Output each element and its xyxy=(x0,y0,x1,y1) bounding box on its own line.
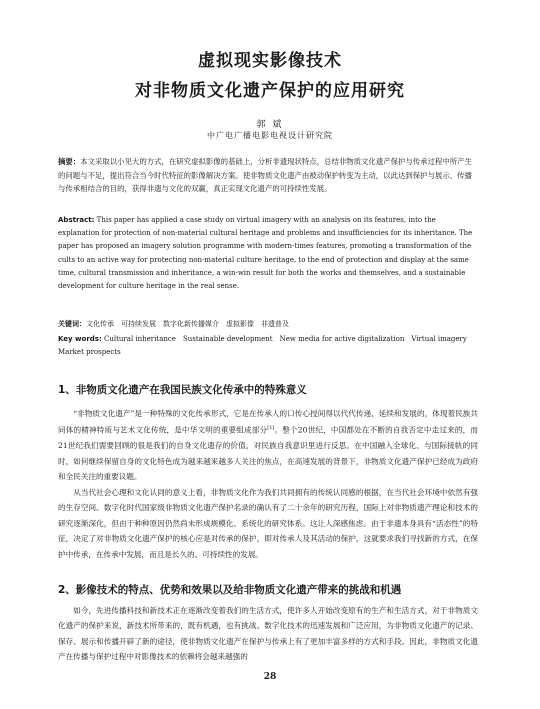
section-2-paragraph-1: 如今，先进传播科技和新技术正在逐渐改变着我们的生活方式，使许多人开始改变原有的生产和生活方式，对于非物质文化遗产的保护来说，新技术所带来的，既有机遇，也有挑战。数字化技术的迅速发展和广泛应用，为非物质文化遗产的记录、保存、展示和传播开辟了新的途径，使非物质文化遗产在保护与传承上有了更加丰富多样的方式和手段。因此，非物质文化遗产在传播与保护过程中对影像技术的依赖将会越来越强的 xyxy=(58,606,478,662)
abstract-cn-text: 本文采取以小见大的方式，在研究虚拟影像的基础上，分析非遗现状特点，总结非物质文化遗产保护与传承过程中所产生的问题与不足，提出符合当今时代特征的影像解决方案。使非物质文化遗产由被动保护转变为主动，以此达到保护与展示、传播与传承相结合的目的，获得非遗与文化的双赢，真正实现文化遗产的可持续性发展。 xyxy=(58,157,472,194)
section-1-paragraph-2: 从当代社会心理和文化认同的意义上看，非物质文化作为我们共同拥有的传统认同感的根据，在当代社会环境中依然有强的生存空间。数字化时代国家级非物质文化遗产保护名录的确认有了二十余年的研究历程，国际上对非物质遗产理论和技术的研究逐渐深化，但由于种种原因仍然尚未形成规模化、系统化的研究体系。这让人深感焦虑。由于非遗本身具有“活态性”的特征，决定了对非物质文化遗产保护的核心应是对传承的保护，即对传承人及其活动的保护，这就要求我们寻找新的方式，在保护中传承，在传承中发展，而且是长久的、可持续性的发展。 xyxy=(58,488,478,559)
abstract-en-label: Abstract: xyxy=(58,216,95,224)
author-affiliation: 中广电广播电影电视设计研究院 xyxy=(207,131,333,140)
abstract-cn-label: 摘要： xyxy=(58,157,81,166)
abstract-chinese xyxy=(58,155,478,196)
keywords-en-label: Key words: xyxy=(58,335,102,343)
keywords-cn-label: 关键词： xyxy=(58,320,86,328)
page-number: 28 xyxy=(263,672,277,682)
keywords-cn-text: 文化传承 可持续发展 数字化新传播媒介 虚拟影像 非遗普及 xyxy=(86,320,289,328)
abstract-english xyxy=(58,214,478,293)
citation-marker: [1] xyxy=(267,425,275,432)
paper-title-line2: 对非物质文化遗产保护的应用研究 xyxy=(135,81,405,101)
keywords-english xyxy=(58,333,478,359)
section-1-paragraph-1-rest: 。整个20世纪，中国都处在不断的自我否定中走过来的，而21世纪我们需要回顾的很是我们的自身文化遗存的价值，对民族自我意识里进行反思。在中国融入全球化、与国际接轨的同时，如何继续保留自身的文化特色成为越来越来越多人关注的焦点，在高速发展的背景下，非物质文化遗产保护已经成为政府和全民关注的重要议题。 xyxy=(58,425,478,482)
paper-title-line1: 虚拟现实影像技术 xyxy=(198,51,342,71)
section-1-heading: 1、非物质文化遗产在我国民族文化传承中的特殊意义 xyxy=(58,384,307,396)
author-name: 郭 斌 xyxy=(256,120,284,130)
section-1-paragraph-1-text: “非物质文化遗产”是一种特殊的文化传承形式，它是在传承人的口传心授间得以代代传递、延续和发展的，体现着民族共同体的精神特质与艺术文化传统，是中华文明的重要组成部分 xyxy=(58,409,478,435)
abstract-en-text: This paper has applied a case study on virtual imagery with an analysis on its features, into the explanation for protection of non-material cultural heritage and problems and insufficiencies for its inheritance. The paper has proposed an imagery solution programme with modern-times features, promoting a transformation of the cults to an active way for protecting non-material culture heritage, to the end of protection and display at the same time, cultural transmission and inheritance, a win-win result for both the works and themselves, and a sustainable development for culture heritage in the real sense. xyxy=(58,216,473,291)
section-1-paragraph-1 xyxy=(58,406,478,485)
keywords-chinese xyxy=(58,318,478,331)
keywords-en-text: Cultural inheritance Sustainable development New media for active digitalization Virtual imagery Market prospects xyxy=(58,335,474,356)
section-2-heading: 2、影像技术的特点、优势和效果以及给非物质文化遗产带来的挑战和机遇 xyxy=(58,584,402,596)
